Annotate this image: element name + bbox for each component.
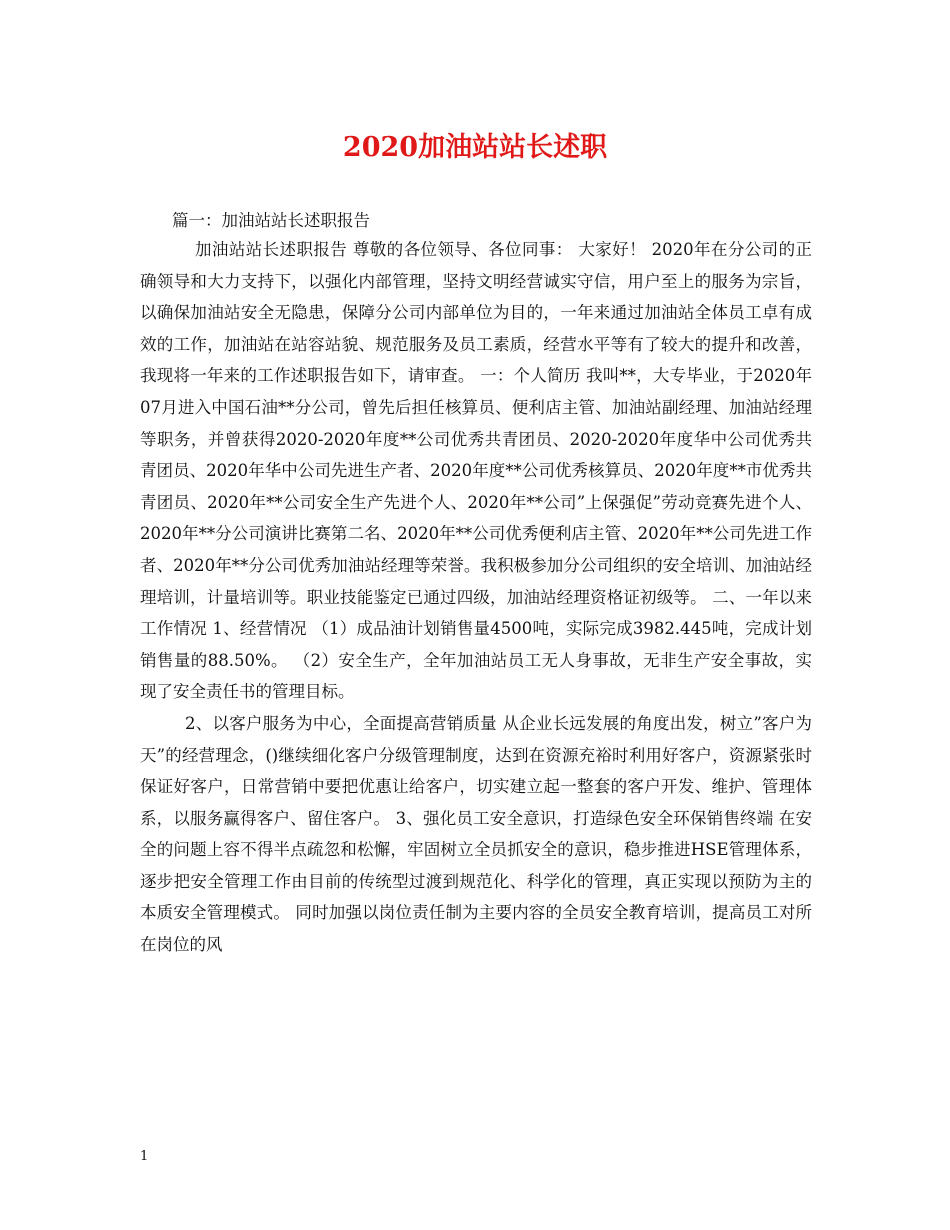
document-body — [140, 234, 812, 961]
document-title: 2020加油站站长述职 — [342, 132, 608, 163]
page-number: 1 — [140, 1149, 149, 1164]
section-heading: 篇一：加油站站长述职报告 — [172, 211, 370, 230]
body-paragraph: 加油站站长述职报告 尊敬的各位领导、各位同事： 大家好！ 2020年在分公司的正确领导和大力支持下，以强化内部管理，坚持文明经营诚实守信，用户至上的服务为宗旨，以确保加油站安全无隐患，保障分公司内部单位为目的，一年来通过加油站全体员工卓有成效的工作，加油站在站容站貌、规范服务及员工素质，经营水平等有了较大的提升和改善，我现将一年来的工作述职报告如下，请审查。 一：个人简历 我叫**，大专毕业，于2020年07月进入中国石油**分公司，曾先后担任核算员、便利店主管、加油站副经理、加油站经理等职务，并曾获得2020-2020年度**公司优秀共青团员、2020-2020年度华中公司优秀共青团员、2020年华中公司先进生产者、2020年度**公司优秀核算员、2020年度**市优秀共青团员、2020年**公司安全生产先进个人、2020年**公司”上保强促”劳动竞赛先进个人、2020年**分公司演讲比赛第二名、2020年**公司优秀便利店主管、2020年**公司先进工作者、2020年**分公司优秀加油站经理等荣誉。我积极参加分公司组织的安全培训、加油站经理培训，计量培训等。职业技能鉴定已通过四级，加油站经理资格证初级等。 二、一年以来工作情况 1、经营情况 （1）成品油计划销售量4500吨，实际完成3982.445吨，完成计划销售量的88.50%。 （2）安全生产，全年加油站员工无人身事故，无非生产安全事故，实现了安全责任书的管理目标。 — [140, 240, 812, 702]
body-paragraph: 2、以客户服务为中心，全面提高营销质量 从企业长远发展的角度出发，树立”客户为天”的经营理念，()继续细化客户分级管理制度，达到在资源充裕时利用好客户，资源紧张时保证好客户，日常营销中要把优惠让给客户，切实建立起一整套的客户开发、维护、管理体系，以服务赢得客户、留住客户。 3、强化员工安全意识，打造绿色安全环保销售终端 在安全的问题上容不得半点疏忽和松懈，牢固树立全员抓安全的意识，稳步推进HSE管理体系，逐步把安全管理工作由目前的传统型过渡到规范化、科学化的管理，真正实现以预防为主的本质安全管理模式。 同时加强以岗位责任制为主要内容的全员安全教育培训，提高员工对所在岗位的风 — [140, 713, 812, 955]
